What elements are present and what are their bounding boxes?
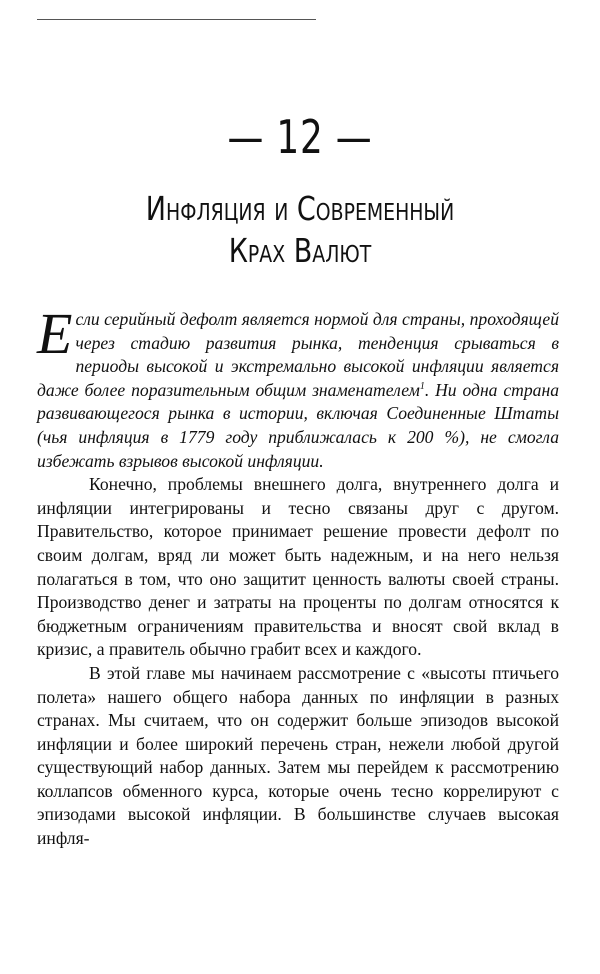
body-paragraph: Конечно, проблемы внешнего долга, внутреннего долга и инфляции интегрированы и тесно связаны друг с другом. Правительство, которое принимает решение провести дефолт по своим долгам, вряд ли может быть надежным, и на него нельзя полагаться в том, что оно защитит ценность валюты своей страны. Производство денег и затраты на проценты по долгам относятся к бюджетным ограничениям правительства и вносят свой вклад в кризис, а правитель обычно грабит всех и каждого. [37,474,559,660]
intro-text: сли серийный дефолт является нормой для страны, проходящей через стадию развития рынка, тенденция срываться в периоды высокой и экстремально высокой инфляции является даже более поразительным общим знаменателем [37,309,559,400]
footnote-marker: 1 [419,380,425,392]
body-paragraph: В этой главе мы начинаем рассмотрение с «высоты птичьего полета» нашего общего набора данных по инфляции в разных странах. Мы считаем, что он содержит больше эпизодов высокой инфляции и более широкий перечень стран, нежели любой другой существующий набор данных. Затем мы перейдем к рассмотрению коллапсов обменного курса, которые очень тесно коррелируют с эпизодами высокой инфляции. В большинстве случаев высокая инфля- [37,662,559,849]
chapter-title-line-2: Крах Валют [228,231,372,270]
header-rule [37,19,316,20]
intro-text-continued: . Ни одна страна развивающегося рынка в истории, включая Соединенные Штаты (чья инфляция в 1779 году приближалась к 200 %), не смогла избежать взрывов высокой инфляции. [37,379,559,471]
chapter-title-line-1: Инфляция и Современный [145,189,455,228]
intro-paragraph [37,301,559,473]
chapter-body [37,301,559,851]
chapter-title [54,188,546,272]
chapter-number: — 12 — [227,110,373,164]
drop-cap: Е [37,301,73,366]
